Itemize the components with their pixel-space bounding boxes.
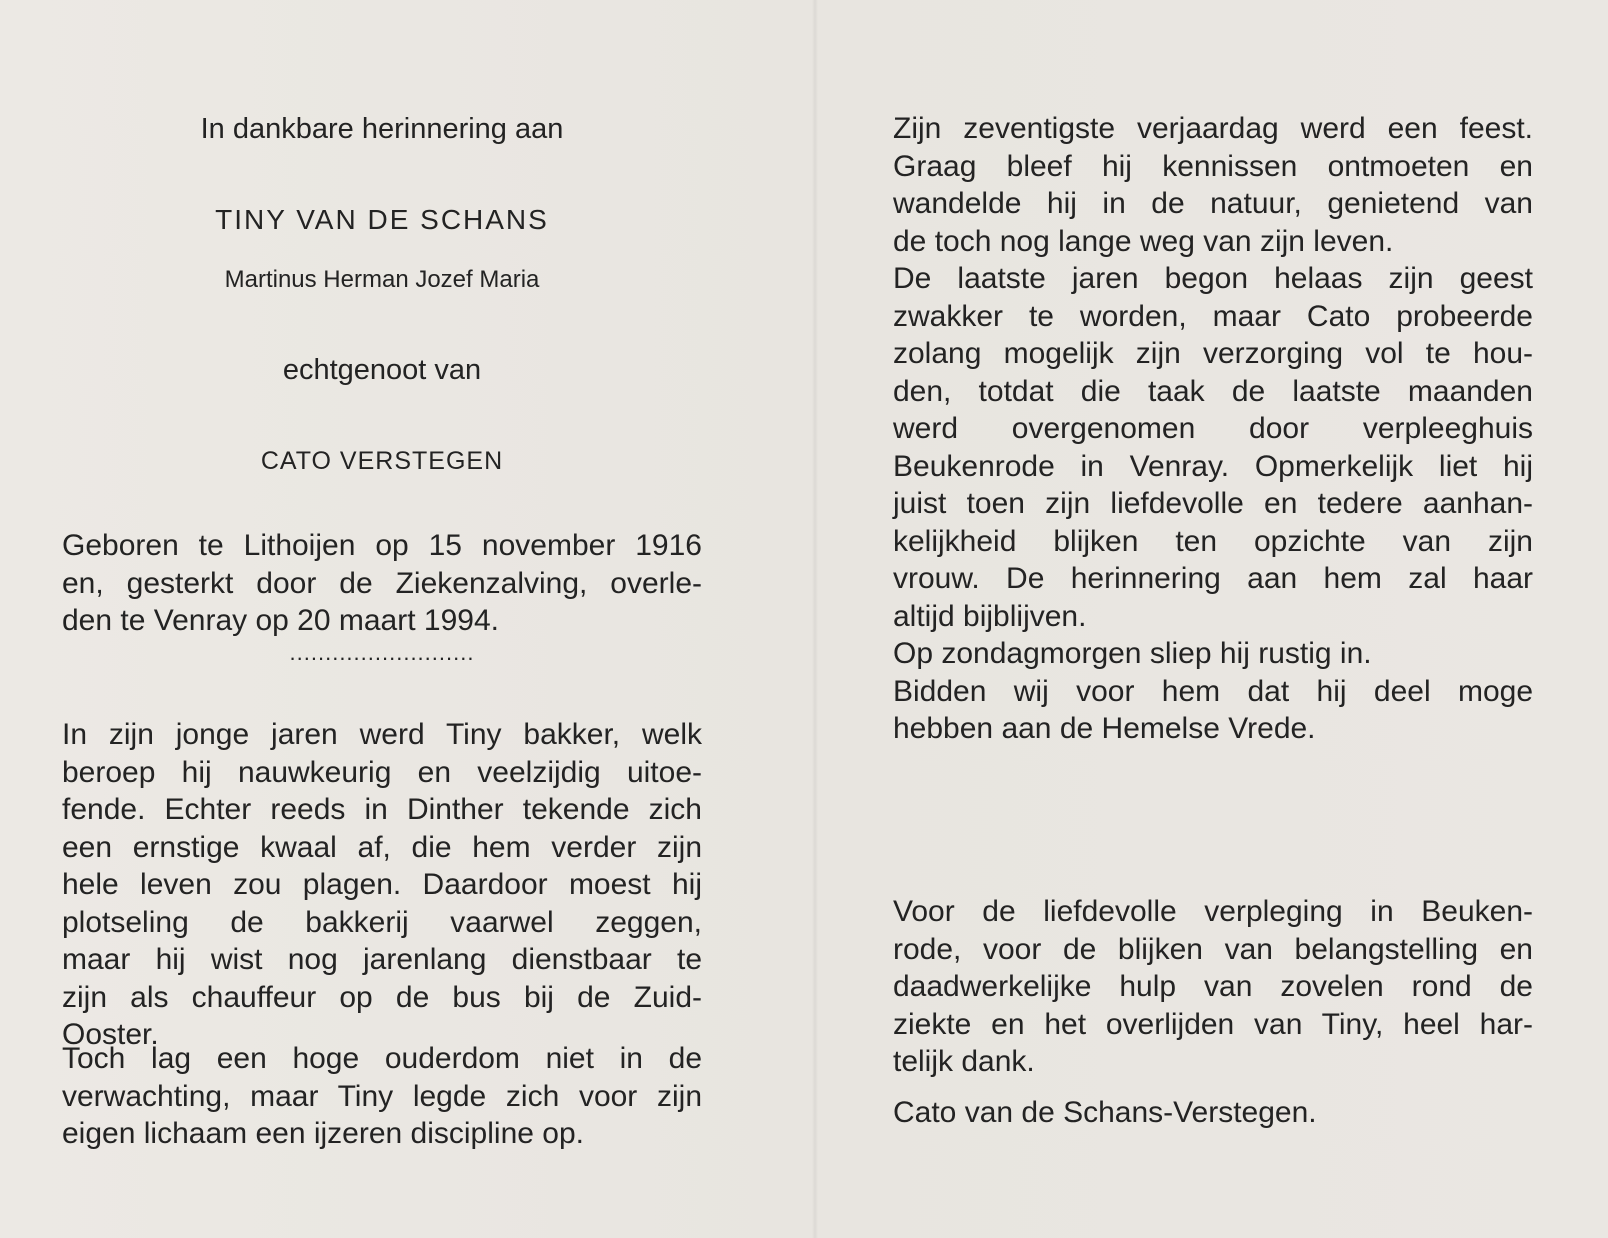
separator: .......................... (289, 640, 475, 665)
text-line: plotseling de bakkerij vaarwel zeggen, (62, 905, 702, 939)
text-line: den te Venray op 20 maart 1994. (62, 604, 499, 637)
text-line: daadwerkelijke hulp van zovelen rond de (893, 970, 1533, 1003)
text-line: zolang mogelijk zijn verzorging vol te hou- (893, 337, 1533, 370)
text-line: zwakker te worden, maar Cato probeerde (893, 299, 1533, 333)
intro-line: In dankbare herinnering aan (200, 113, 564, 145)
text-line: rode, voor de blijken van belangstelling en (893, 932, 1533, 966)
text-line: Zijn zeventigste verjaardag werd een feest. (893, 112, 1533, 145)
memorial-paragraph (893, 110, 1533, 748)
text-line: maar hij wist nog jarenlang dienstbaar te (62, 943, 702, 976)
text-line: de toch nog lange weg van zijn leven. (893, 224, 1394, 258)
text-line: De laatste jaren begon helaas zijn geest (893, 262, 1533, 295)
text-line: Ooster. (62, 1018, 159, 1051)
given-names: Martinus Herman Jozef Maria (224, 266, 540, 293)
text-line: vrouw. De herinnering aan hem zal haar (893, 562, 1533, 595)
card-fold (812, 0, 818, 1238)
text-line: Graag bleef hij kennissen ontmoeten en (893, 149, 1533, 183)
text-line: zijn als chauffeur op de bus bij de Zuid- (62, 980, 702, 1014)
text-line: Toch lag een hoge ouderdom niet in de (62, 1042, 702, 1075)
text-line: telijk dank. (893, 1045, 1035, 1078)
spouse-label: echtgenoot van (282, 354, 482, 386)
text-line: den, totdat die taak de laatste maanden (893, 374, 1533, 408)
text-line: fende. Echter reeds in Dinther tekende zich (62, 793, 702, 826)
text-line: hebben aan de Hemelse Vrede. (893, 712, 1316, 745)
text-line: beroep hij nauwkeurig en veelzijdig uitoe- (62, 755, 702, 789)
text-line: juist toen zijn liefdevolle en tedere aanhan- (893, 487, 1533, 520)
text-line: In zijn jonge jaren werd Tiny bakker, welk (62, 718, 702, 751)
deceased-name: TINY VAN DE SCHANS (215, 204, 549, 235)
text-line: werd overgenomen door verpleeghuis (893, 412, 1533, 445)
text-line: kelijkheid blijken ten opzichte van zijn (893, 524, 1533, 558)
birth-death-paragraph (62, 527, 702, 640)
text-line: en, gesterkt door de Ziekenzalving, overle- (62, 566, 702, 600)
text-line: verwachting, maar Tiny legde zich voor zijn (62, 1079, 702, 1113)
text-line: Bidden wij voor hem dat hij deel moge (893, 674, 1533, 708)
biography-paragraph-2 (62, 1040, 702, 1153)
signature: Cato van de Schans-Verstegen. (893, 1096, 1317, 1129)
text-line: wandelde hij in de natuur, genietend van (893, 187, 1533, 220)
text-line: ziekte en het overlijden van Tiny, heel har- (893, 1007, 1533, 1041)
text-line: altijd bijblijven. (893, 599, 1087, 633)
text-line: Beukenrode in Venray. Opmerkelijk liet hij (893, 449, 1533, 483)
text-line: hele leven zou plagen. Daardoor moest hij (62, 868, 702, 901)
text-line: Op zondagmorgen sliep hij rustig in. (893, 637, 1372, 670)
text-line: Geboren te Lithoijen op 15 november 1916 (62, 529, 702, 562)
biography-paragraph (62, 716, 702, 1054)
text-line: eigen lichaam een ijzeren discipline op. (62, 1117, 584, 1150)
text-line: een ernstige kwaal af, die hem verder zijn (62, 830, 702, 864)
spouse-name: CATO VERSTEGEN (260, 447, 504, 475)
thanks-paragraph (893, 893, 1533, 1081)
text-line: Voor de liefdevolle verpleging in Beuken- (893, 895, 1533, 928)
